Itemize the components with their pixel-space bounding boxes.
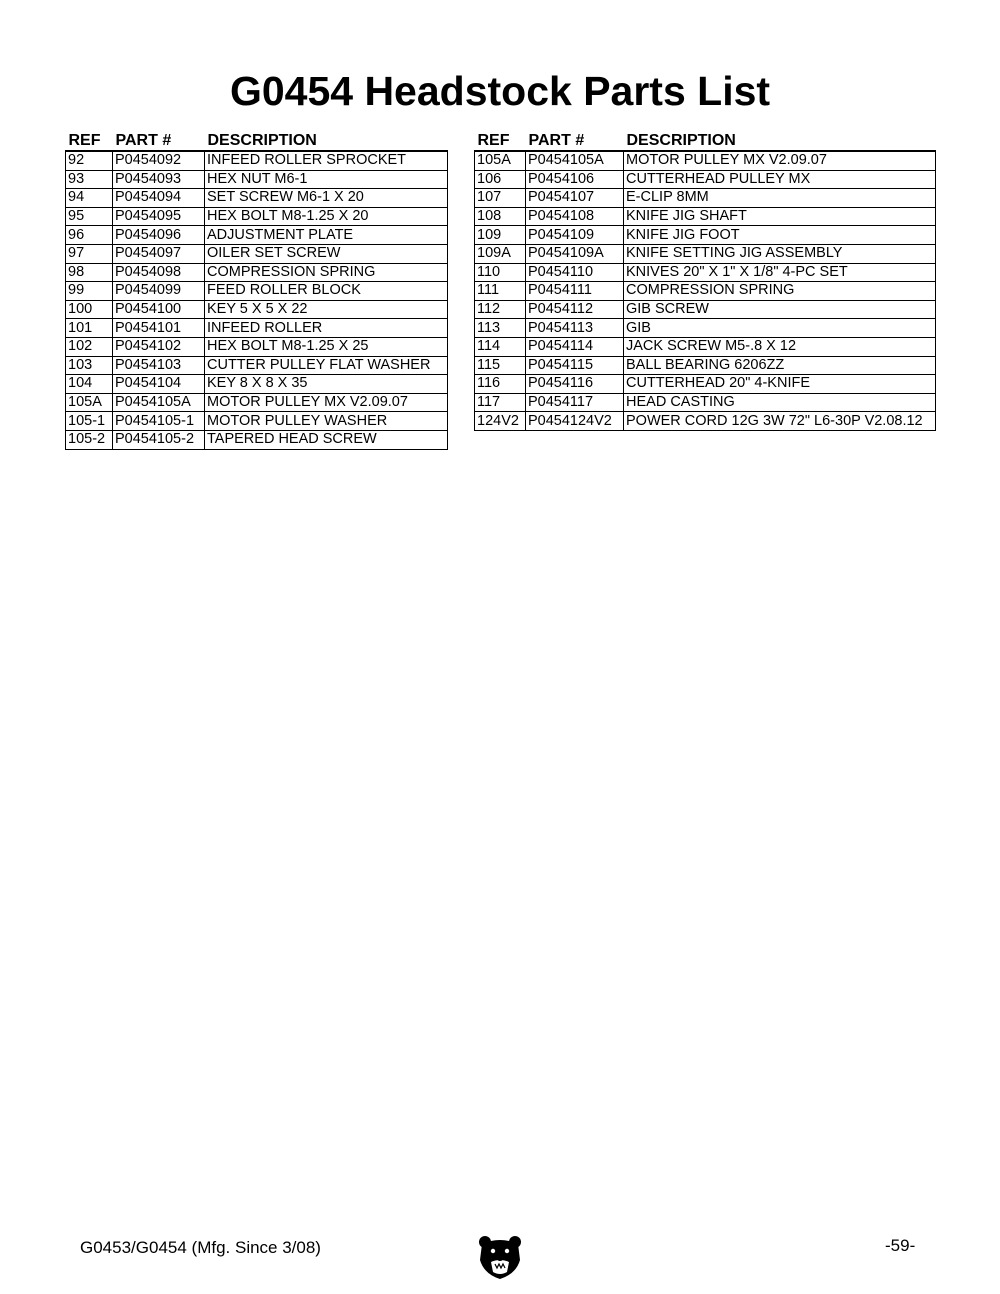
cell-ref: 112 <box>475 300 526 319</box>
cell-description: GIB <box>624 319 936 338</box>
cell-part-number: P0454113 <box>526 319 624 338</box>
header-ref: REF <box>477 132 510 149</box>
cell-ref: 111 <box>475 282 526 301</box>
cell-ref: 124V2 <box>475 412 526 431</box>
cell-ref: 109A <box>475 244 526 263</box>
bear-head-icon <box>478 1234 522 1280</box>
page-number: -59- <box>885 1236 916 1255</box>
cell-part-number: P0454098 <box>113 263 205 282</box>
table-row <box>475 300 936 319</box>
table-header-row <box>66 128 448 151</box>
cell-part-number: P0454095 <box>113 207 205 226</box>
cell-ref: 101 <box>66 319 113 338</box>
cell-part-number: P0454112 <box>526 300 624 319</box>
table-row <box>475 226 936 245</box>
cell-ref: 108 <box>475 207 526 226</box>
cell-description: KNIVES 20" X 1" X 1/8" 4-PC SET <box>624 263 936 282</box>
table-body-left <box>66 151 448 449</box>
cell-description: MOTOR PULLEY MX V2.09.07 <box>624 151 936 170</box>
table-row <box>66 300 448 319</box>
footer-model-text: G0453/G0454 (Mfg. Since 3/08) <box>80 1238 321 1257</box>
cell-part-number: P0454104 <box>113 375 205 394</box>
cell-part-number: P0454093 <box>113 170 205 189</box>
cell-description: GIB SCREW <box>624 300 936 319</box>
cell-ref: 102 <box>66 337 113 356</box>
cell-part-number: P0454108 <box>526 207 624 226</box>
cell-part-number: P0454124V2 <box>526 412 624 431</box>
cell-description: INFEED ROLLER <box>205 319 448 338</box>
parts-table-right <box>474 128 936 431</box>
cell-ref: 98 <box>66 263 113 282</box>
header-description: DESCRIPTION <box>207 132 317 149</box>
table-row <box>66 244 448 263</box>
cell-ref: 107 <box>475 189 526 208</box>
header-part: PART # <box>115 132 172 149</box>
cell-part-number: P0454109 <box>526 226 624 245</box>
cell-part-number: P0454097 <box>113 244 205 263</box>
table-row <box>66 375 448 394</box>
cell-part-number: P0454117 <box>526 393 624 412</box>
cell-part-number: P0454101 <box>113 319 205 338</box>
cell-ref: 95 <box>66 207 113 226</box>
cell-description: BALL BEARING 6206ZZ <box>624 356 936 375</box>
cell-ref: 116 <box>475 375 526 394</box>
cell-part-number: P0454114 <box>526 337 624 356</box>
cell-description: CUTTERHEAD 20" 4-KNIFE <box>624 375 936 394</box>
cell-ref: 105-2 <box>66 430 113 449</box>
cell-part-number: P0454096 <box>113 226 205 245</box>
cell-ref: 117 <box>475 393 526 412</box>
table-row <box>66 189 448 208</box>
cell-description: OILER SET SCREW <box>205 244 448 263</box>
cell-part-number: P0454094 <box>113 189 205 208</box>
cell-part-number: P0454116 <box>526 375 624 394</box>
cell-ref: 106 <box>475 170 526 189</box>
cell-ref: 105-1 <box>66 412 113 431</box>
cell-part-number: P0454102 <box>113 337 205 356</box>
table-row <box>66 170 448 189</box>
table-row <box>66 151 448 170</box>
table-row <box>66 412 448 431</box>
cell-ref: 115 <box>475 356 526 375</box>
cell-ref: 104 <box>66 375 113 394</box>
cell-ref: 113 <box>475 319 526 338</box>
table-body-right <box>475 151 936 430</box>
table-row <box>475 356 936 375</box>
table-row <box>66 207 448 226</box>
cell-description: HEX NUT M6-1 <box>205 170 448 189</box>
cell-part-number: P0454103 <box>113 356 205 375</box>
cell-ref: 110 <box>475 263 526 282</box>
cell-part-number: P0454105A <box>113 393 205 412</box>
table-row <box>475 263 936 282</box>
cell-ref: 93 <box>66 170 113 189</box>
cell-description: TAPERED HEAD SCREW <box>205 430 448 449</box>
cell-description: KNIFE JIG SHAFT <box>624 207 936 226</box>
cell-part-number: P0454100 <box>113 300 205 319</box>
cell-part-number: P0454105-1 <box>113 412 205 431</box>
table-row <box>66 263 448 282</box>
table-header-row <box>475 128 936 151</box>
cell-part-number: P0454111 <box>526 282 624 301</box>
table-row <box>66 282 448 301</box>
cell-part-number: P0454105A <box>526 151 624 170</box>
cell-description: COMPRESSION SPRING <box>205 263 448 282</box>
table-row <box>475 151 936 170</box>
table-row <box>66 226 448 245</box>
table-row <box>66 393 448 412</box>
cell-description: KNIFE JIG FOOT <box>624 226 936 245</box>
cell-part-number: P0454092 <box>113 151 205 170</box>
cell-ref: 103 <box>66 356 113 375</box>
cell-description: COMPRESSION SPRING <box>624 282 936 301</box>
header-part: PART # <box>528 132 585 149</box>
cell-description: KEY 8 X 8 X 35 <box>205 375 448 394</box>
cell-part-number: P0454106 <box>526 170 624 189</box>
table-row <box>475 393 936 412</box>
header-ref: REF <box>68 132 101 149</box>
cell-ref: 99 <box>66 282 113 301</box>
cell-description: MOTOR PULLEY WASHER <box>205 412 448 431</box>
cell-description: CUTTERHEAD PULLEY MX <box>624 170 936 189</box>
page-title: G0454 Headstock Parts List <box>229 68 771 114</box>
table-row <box>66 319 448 338</box>
table-row <box>475 375 936 394</box>
cell-ref: 109 <box>475 226 526 245</box>
cell-ref: 96 <box>66 226 113 245</box>
cell-ref: 114 <box>475 337 526 356</box>
table-row <box>475 337 936 356</box>
cell-description: KEY 5 X 5 X 22 <box>205 300 448 319</box>
header-description: DESCRIPTION <box>626 132 736 149</box>
table-row <box>66 356 448 375</box>
cell-description: CUTTER PULLEY FLAT WASHER <box>205 356 448 375</box>
cell-part-number: P0454109A <box>526 244 624 263</box>
parts-table-left <box>65 128 448 450</box>
cell-part-number: P0454110 <box>526 263 624 282</box>
table-row <box>475 282 936 301</box>
table-row <box>475 170 936 189</box>
cell-description: POWER CORD 12G 3W 72" L6-30P V2.08.12 <box>624 412 936 431</box>
cell-ref: 92 <box>66 151 113 170</box>
cell-description: SET SCREW M6-1 X 20 <box>205 189 448 208</box>
cell-description: HEX BOLT M8-1.25 X 25 <box>205 337 448 356</box>
cell-description: KNIFE SETTING JIG ASSEMBLY <box>624 244 936 263</box>
cell-description: HEAD CASTING <box>624 393 936 412</box>
table-row <box>475 244 936 263</box>
cell-part-number: P0454107 <box>526 189 624 208</box>
table-row <box>475 189 936 208</box>
cell-description: E-CLIP 8MM <box>624 189 936 208</box>
cell-description: HEX BOLT M8-1.25 X 20 <box>205 207 448 226</box>
cell-description: MOTOR PULLEY MX V2.09.07 <box>205 393 448 412</box>
table-row <box>66 430 448 449</box>
cell-description: JACK SCREW M5-.8 X 12 <box>624 337 936 356</box>
cell-ref: 105A <box>66 393 113 412</box>
cell-ref: 100 <box>66 300 113 319</box>
cell-ref: 97 <box>66 244 113 263</box>
cell-part-number: P0454099 <box>113 282 205 301</box>
table-row <box>66 337 448 356</box>
table-row <box>475 412 936 431</box>
cell-description: ADJUSTMENT PLATE <box>205 226 448 245</box>
cell-description: FEED ROLLER BLOCK <box>205 282 448 301</box>
cell-part-number: P0454105-2 <box>113 430 205 449</box>
cell-part-number: P0454115 <box>526 356 624 375</box>
cell-description: INFEED ROLLER SPROCKET <box>205 151 448 170</box>
table-row <box>475 319 936 338</box>
table-row <box>475 207 936 226</box>
cell-ref: 105A <box>475 151 526 170</box>
cell-ref: 94 <box>66 189 113 208</box>
